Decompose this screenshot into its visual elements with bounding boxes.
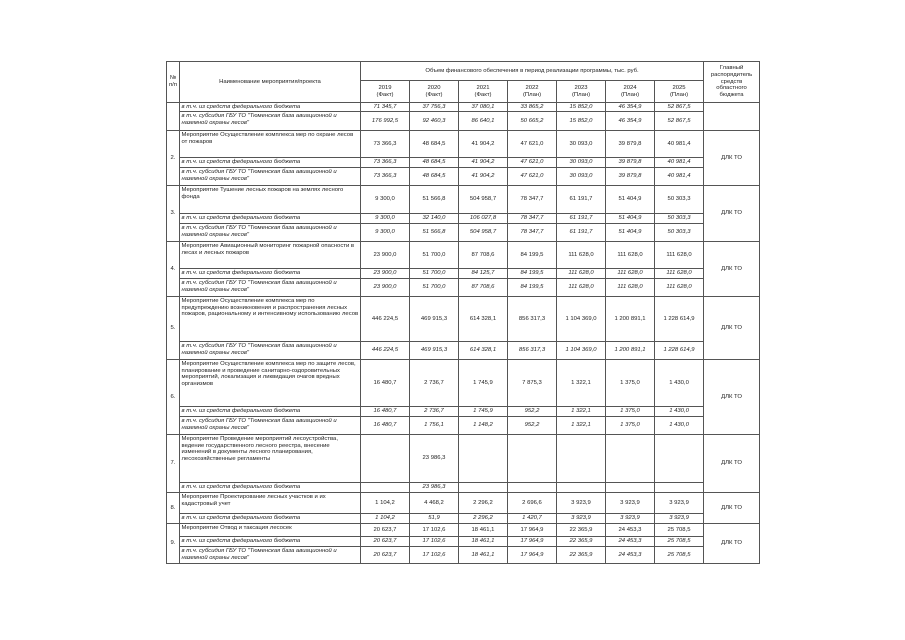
- amount-cell: 1 104 369,0: [557, 297, 606, 342]
- amount-cell: 1 148,2: [459, 417, 508, 435]
- amount-cell: 614 328,1: [459, 297, 508, 342]
- table-row: [167, 435, 760, 483]
- activity-name: Мероприятие Осуществление комплекса мер по охране лесов от пожаров: [180, 131, 361, 158]
- amount-cell: 78 347,7: [508, 214, 557, 224]
- amount-cell: 111 628,0: [655, 242, 704, 269]
- table-row: [167, 524, 760, 537]
- amount-cell: 856 317,3: [508, 342, 557, 360]
- amount-cell: 111 628,0: [655, 269, 704, 279]
- amount-cell: 73 366,3: [361, 131, 410, 158]
- amount-cell: 111 628,0: [606, 242, 655, 269]
- table-row: [167, 131, 760, 158]
- row-number: 8.: [167, 493, 180, 524]
- table-row: [167, 224, 760, 242]
- amount-cell: 32 140,0: [410, 214, 459, 224]
- header-volume: Объем финансового обеспечения в период реализации программы, тыс. руб.: [361, 62, 704, 81]
- amount-cell: [557, 483, 606, 493]
- amount-cell: 1 200 891,1: [606, 342, 655, 360]
- row-number: 7.: [167, 435, 180, 493]
- amount-cell: [557, 435, 606, 483]
- row-number: 3.: [167, 186, 180, 242]
- amount-cell: 952,2: [508, 407, 557, 417]
- amount-cell: 73 366,3: [361, 158, 410, 168]
- amount-cell: [606, 483, 655, 493]
- amount-cell: 40 981,4: [655, 168, 704, 186]
- activity-name: Мероприятие Отвод и таксация лесосек: [180, 524, 361, 537]
- table-row: [167, 214, 760, 224]
- amount-cell: 39 879,8: [606, 168, 655, 186]
- table-row: [167, 537, 760, 547]
- funding-source-label: в т.ч. из средств федерального бюджета: [180, 214, 361, 224]
- row-number: 5.: [167, 297, 180, 360]
- amount-cell: 446 224,5: [361, 342, 410, 360]
- funding-source-label: в т.ч. субсидия ГБУ ТО "Тюменская база авиационной и наземной охраны лесов": [180, 112, 361, 131]
- amount-cell: 18 461,1: [459, 547, 508, 564]
- budget-holder: ДЛК ТО: [704, 242, 760, 297]
- amount-cell: 3 923,9: [557, 514, 606, 524]
- table-row: [167, 242, 760, 269]
- table-row: [167, 103, 760, 112]
- amount-cell: 30 093,0: [557, 158, 606, 168]
- amount-cell: [361, 483, 410, 493]
- amount-cell: 16 480,7: [361, 360, 410, 407]
- amount-cell: 39 879,8: [606, 158, 655, 168]
- table-row: [167, 483, 760, 493]
- budget-holder: ДЛК ТО: [704, 524, 760, 564]
- table-row: [167, 186, 760, 214]
- amount-cell: 50 303,3: [655, 214, 704, 224]
- header-no: № п/п: [167, 62, 180, 103]
- amount-cell: 9 300,0: [361, 214, 410, 224]
- amount-cell: 3 923,9: [655, 493, 704, 514]
- amount-cell: 469 915,3: [410, 342, 459, 360]
- amount-cell: 1 430,0: [655, 417, 704, 435]
- amount-cell: 41 904,2: [459, 131, 508, 158]
- amount-cell: 48 684,5: [410, 168, 459, 186]
- amount-cell: 23 986,3: [410, 483, 459, 493]
- table-row: [167, 514, 760, 524]
- amount-cell: [459, 435, 508, 483]
- amount-cell: 47 621,0: [508, 158, 557, 168]
- funding-source-label: в т.ч. субсидия ГБУ ТО "Тюменская база авиационной и наземной охраны лесов": [180, 417, 361, 435]
- amount-cell: 39 879,8: [606, 131, 655, 158]
- funding-source-label: в т.ч. из средств федерального бюджета: [180, 103, 361, 112]
- amount-cell: 17 964,9: [508, 537, 557, 547]
- header-year: 2024 (План): [606, 81, 655, 103]
- amount-cell: 15 852,0: [557, 112, 606, 131]
- header-year: 2025 (План): [655, 81, 704, 103]
- budget-holder: [704, 103, 760, 131]
- amount-cell: 1 322,1: [557, 360, 606, 407]
- amount-cell: 111 628,0: [606, 269, 655, 279]
- budget-holder: ДЛК ТО: [704, 360, 760, 435]
- amount-cell: 30 093,0: [557, 168, 606, 186]
- amount-cell: 84 125,7: [459, 269, 508, 279]
- amount-cell: 50 303,3: [655, 186, 704, 214]
- amount-cell: 1 104 369,0: [557, 342, 606, 360]
- amount-cell: 17 102,6: [410, 547, 459, 564]
- amount-cell: 22 365,9: [557, 524, 606, 537]
- amount-cell: 111 628,0: [655, 279, 704, 297]
- amount-cell: 3 923,9: [606, 514, 655, 524]
- funding-source-label: в т.ч. из средств федерального бюджета: [180, 158, 361, 168]
- funding-source-label: в т.ч. субсидия ГБУ ТО "Тюменская база авиационной и наземной охраны лесов": [180, 168, 361, 186]
- table-row: [167, 547, 760, 564]
- amount-cell: 25 708,5: [655, 537, 704, 547]
- table-row: [167, 493, 760, 514]
- amount-cell: 111 628,0: [606, 279, 655, 297]
- header-year: 2019 (Факт): [361, 81, 410, 103]
- table-row: [167, 360, 760, 407]
- amount-cell: 23 986,3: [410, 435, 459, 483]
- amount-cell: 1 104,2: [361, 493, 410, 514]
- row-number: 9.: [167, 524, 180, 564]
- funding-source-label: в т.ч. субсидия ГБУ ТО "Тюменская база авиационной и наземной охраны лесов": [180, 547, 361, 564]
- amount-cell: 9 300,0: [361, 186, 410, 214]
- amount-cell: 3 923,9: [606, 493, 655, 514]
- amount-cell: 9 300,0: [361, 224, 410, 242]
- amount-cell: 47 621,0: [508, 131, 557, 158]
- amount-cell: 1 228 614,9: [655, 342, 704, 360]
- row-number: 6.: [167, 360, 180, 435]
- amount-cell: 51 700,0: [410, 242, 459, 269]
- table-row: [167, 297, 760, 342]
- amount-cell: 61 191,7: [557, 214, 606, 224]
- amount-cell: 52 867,5: [655, 103, 704, 112]
- amount-cell: 41 904,2: [459, 158, 508, 168]
- amount-cell: [606, 435, 655, 483]
- amount-cell: [655, 435, 704, 483]
- amount-cell: 17 964,9: [508, 547, 557, 564]
- header-year: 2021 (Факт): [459, 81, 508, 103]
- amount-cell: 1 430,0: [655, 360, 704, 407]
- amount-cell: 2 696,6: [508, 493, 557, 514]
- amount-cell: 20 623,7: [361, 524, 410, 537]
- amount-cell: 78 347,7: [508, 186, 557, 214]
- amount-cell: 106 027,8: [459, 214, 508, 224]
- row-number: 2.: [167, 131, 180, 186]
- amount-cell: 1 756,1: [410, 417, 459, 435]
- amount-cell: 504 958,7: [459, 224, 508, 242]
- amount-cell: 52 867,5: [655, 112, 704, 131]
- amount-cell: 2 296,2: [459, 493, 508, 514]
- amount-cell: 952,2: [508, 417, 557, 435]
- amount-cell: 23 900,0: [361, 269, 410, 279]
- amount-cell: 61 191,7: [557, 186, 606, 214]
- amount-cell: 84 199,5: [508, 269, 557, 279]
- amount-cell: 1 375,0: [606, 407, 655, 417]
- amount-cell: 1 375,0: [606, 360, 655, 407]
- amount-cell: 30 093,0: [557, 131, 606, 158]
- amount-cell: 1 375,0: [606, 417, 655, 435]
- amount-cell: 4 468,2: [410, 493, 459, 514]
- amount-cell: 1 430,0: [655, 407, 704, 417]
- amount-cell: 1 228 614,9: [655, 297, 704, 342]
- amount-cell: 51,9: [410, 514, 459, 524]
- funding-source-label: в т.ч. из средств федерального бюджета: [180, 269, 361, 279]
- funding-source-label: в т.ч. из средств федерального бюджета: [180, 407, 361, 417]
- activity-name: Мероприятие Осуществление комплекса мер по предупреждению возникновения и распространения лесных пожаров, рациональному и интенсивному использованию лесов: [180, 297, 361, 342]
- amount-cell: 7 875,3: [508, 360, 557, 407]
- amount-cell: 18 461,1: [459, 537, 508, 547]
- header-name: Наименование мероприятия/проекта: [180, 62, 361, 103]
- amount-cell: 41 904,2: [459, 168, 508, 186]
- amount-cell: 51 566,8: [410, 186, 459, 214]
- amount-cell: [508, 435, 557, 483]
- amount-cell: [459, 483, 508, 493]
- header-year: 2022 (План): [508, 81, 557, 103]
- amount-cell: 18 461,1: [459, 524, 508, 537]
- amount-cell: 84 199,5: [508, 242, 557, 269]
- amount-cell: 17 102,6: [410, 524, 459, 537]
- amount-cell: 61 191,7: [557, 224, 606, 242]
- amount-cell: 16 480,7: [361, 407, 410, 417]
- amount-cell: 71 345,7: [361, 103, 410, 112]
- amount-cell: 23 900,0: [361, 242, 410, 269]
- amount-cell: 51 700,0: [410, 279, 459, 297]
- header-year: 2020 (Факт): [410, 81, 459, 103]
- amount-cell: 3 923,9: [557, 493, 606, 514]
- amount-cell: [508, 483, 557, 493]
- amount-cell: 24 453,3: [606, 547, 655, 564]
- table-row: [167, 158, 760, 168]
- amount-cell: 22 365,9: [557, 547, 606, 564]
- amount-cell: 25 708,5: [655, 547, 704, 564]
- amount-cell: 51 404,9: [606, 214, 655, 224]
- amount-cell: 17 102,6: [410, 537, 459, 547]
- funding-source-label: в т.ч. субсидия ГБУ ТО "Тюменская база авиационной и наземной охраны лесов": [180, 224, 361, 242]
- amount-cell: 20 623,7: [361, 537, 410, 547]
- table-row: [167, 407, 760, 417]
- header-grbs: Главный распорядитель средств областного бюджета: [704, 62, 760, 103]
- header-year: 2023 (План): [557, 81, 606, 103]
- amount-cell: 176 992,5: [361, 112, 410, 131]
- amount-cell: 16 480,7: [361, 417, 410, 435]
- amount-cell: 84 199,5: [508, 279, 557, 297]
- activity-name: Мероприятие Тушение лесных пожаров на землях лесного фонда: [180, 186, 361, 214]
- amount-cell: 48 684,5: [410, 158, 459, 168]
- amount-cell: 37 756,3: [410, 103, 459, 112]
- activity-name: Мероприятие Авиационный мониторинг пожарной опасности в лесах и лесных пожаров: [180, 242, 361, 269]
- amount-cell: 22 365,9: [557, 537, 606, 547]
- amount-cell: [655, 483, 704, 493]
- document-page: [166, 61, 753, 569]
- amount-cell: 23 900,0: [361, 279, 410, 297]
- amount-cell: 111 628,0: [557, 279, 606, 297]
- table-row: [167, 168, 760, 186]
- amount-cell: 1 322,1: [557, 407, 606, 417]
- amount-cell: 73 366,3: [361, 168, 410, 186]
- amount-cell: 111 628,0: [557, 242, 606, 269]
- amount-cell: 1 745,9: [459, 360, 508, 407]
- amount-cell: 17 964,9: [508, 524, 557, 537]
- budget-holder: ДЛК ТО: [704, 435, 760, 493]
- table-row: [167, 417, 760, 435]
- amount-cell: 50 665,2: [508, 112, 557, 131]
- amount-cell: 25 708,5: [655, 524, 704, 537]
- amount-cell: 111 628,0: [557, 269, 606, 279]
- activity-name: Мероприятие Осуществление комплекса мер по защите лесов, планирование и проведение санитарно-оздоровительных мероприятий, локализация и ликвидация очагов вредных организмов: [180, 360, 361, 407]
- amount-cell: 469 915,3: [410, 297, 459, 342]
- amount-cell: 504 958,7: [459, 186, 508, 214]
- amount-cell: 2 296,2: [459, 514, 508, 524]
- budget-holder: ДЛК ТО: [704, 186, 760, 242]
- amount-cell: 37 080,1: [459, 103, 508, 112]
- amount-cell: 15 852,0: [557, 103, 606, 112]
- budget-holder: ДЛК ТО: [704, 297, 760, 360]
- amount-cell: 1 322,1: [557, 417, 606, 435]
- amount-cell: 24 453,3: [606, 524, 655, 537]
- amount-cell: 614 328,1: [459, 342, 508, 360]
- funding-source-label: в т.ч. из средств федерального бюджета: [180, 514, 361, 524]
- table-row: [167, 112, 760, 131]
- amount-cell: 46 354,9: [606, 112, 655, 131]
- table-row: [167, 269, 760, 279]
- amount-cell: 2 736,7: [410, 360, 459, 407]
- row-number: 4.: [167, 242, 180, 297]
- amount-cell: 46 354,9: [606, 103, 655, 112]
- amount-cell: 856 317,3: [508, 297, 557, 342]
- amount-cell: 24 453,3: [606, 537, 655, 547]
- row-number: [167, 103, 180, 131]
- amount-cell: 446 224,5: [361, 297, 410, 342]
- budget-holder: ДЛК ТО: [704, 493, 760, 524]
- amount-cell: 87 708,6: [459, 279, 508, 297]
- amount-cell: 92 460,3: [410, 112, 459, 131]
- table-row: [167, 279, 760, 297]
- budget-holder: ДЛК ТО: [704, 131, 760, 186]
- amount-cell: 1 745,9: [459, 407, 508, 417]
- amount-cell: 51 566,8: [410, 224, 459, 242]
- table-body: [167, 103, 760, 564]
- amount-cell: 1 104,2: [361, 514, 410, 524]
- amount-cell: 20 623,7: [361, 547, 410, 564]
- funding-source-label: в т.ч. из средств федерального бюджета: [180, 537, 361, 547]
- amount-cell: 1 420,7: [508, 514, 557, 524]
- amount-cell: 50 303,3: [655, 224, 704, 242]
- activity-name: Мероприятие Проведение мероприятий лесоустройства, ведение государственного лесного реестра, внесение изменений в документы лесного планирования, лесохозяйственные регламенты: [180, 435, 361, 483]
- amount-cell: 33 865,2: [508, 103, 557, 112]
- funding-source-label: в т.ч. из средств федерального бюджета: [180, 483, 361, 493]
- funding-source-label: в т.ч. субсидия ГБУ ТО "Тюменская база авиационной и наземной охраны лесов": [180, 342, 361, 360]
- amount-cell: 48 684,5: [410, 131, 459, 158]
- amount-cell: 51 700,0: [410, 269, 459, 279]
- amount-cell: 51 404,9: [606, 224, 655, 242]
- amount-cell: 86 640,1: [459, 112, 508, 131]
- amount-cell: 3 923,9: [655, 514, 704, 524]
- financing-table: [166, 61, 760, 564]
- amount-cell: 87 708,6: [459, 242, 508, 269]
- amount-cell: 40 981,4: [655, 131, 704, 158]
- amount-cell: 40 981,4: [655, 158, 704, 168]
- funding-source-label: в т.ч. субсидия ГБУ ТО "Тюменская база авиационной и наземной охраны лесов": [180, 279, 361, 297]
- amount-cell: 78 347,7: [508, 224, 557, 242]
- amount-cell: 51 404,9: [606, 186, 655, 214]
- amount-cell: 2 736,7: [410, 407, 459, 417]
- table-row: [167, 342, 760, 360]
- amount-cell: 47 621,0: [508, 168, 557, 186]
- amount-cell: 1 200 891,1: [606, 297, 655, 342]
- activity-name: Мероприятие Проектирование лесных участков и их кадастровый учет: [180, 493, 361, 514]
- amount-cell: [361, 435, 410, 483]
